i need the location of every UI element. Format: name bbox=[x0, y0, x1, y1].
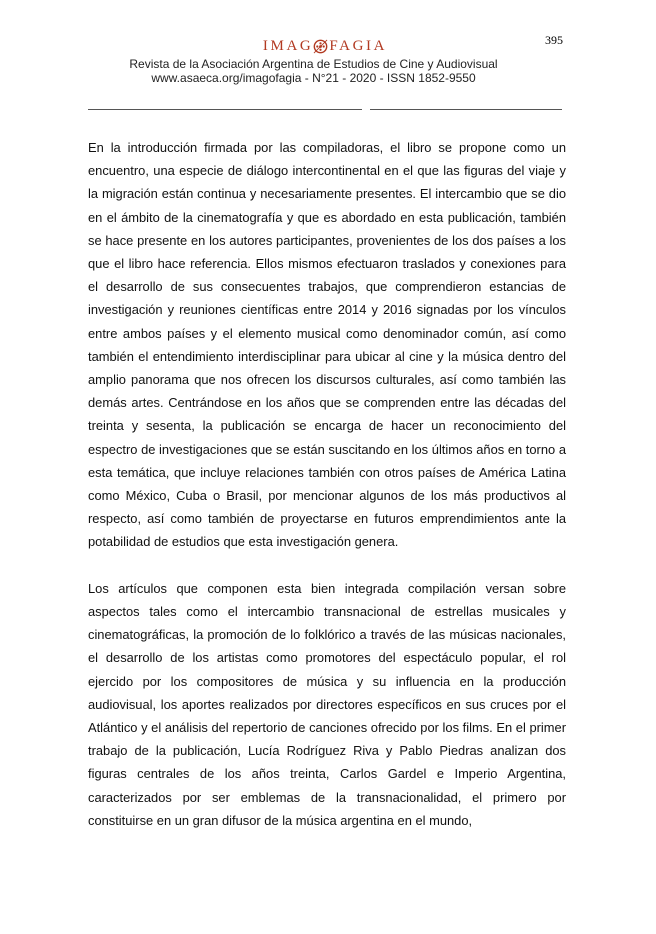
header-divider-left bbox=[88, 109, 362, 110]
journal-title bbox=[263, 36, 387, 56]
journal-header bbox=[0, 36, 656, 85]
journal-title-prefix: IMAG bbox=[262, 38, 314, 54]
body-paragraph: Los artículos que componen esta bien integrada compilación versan sobre aspectos tales como el intercambio transnacional de estrellas musicales y cinematográficas, la promoción de lo folklórico a través de las músicas nacionales, el desarrollo de los artistas como promotores del espectáculo popular, el rol ejercido por los compositores de música y su influencia en la producción audiovisual, los aportes realizados por directores específicos en sus cruces por el Atlántico y el análisis del repertorio de canciones ofrecido por los films. En el primer trabajo de la publicación, Lucía Rodríguez Riva y Pablo Piedras analizan dos figuras centrales de los años treinta, Carlos Gardel e Imperio Argentina, caracterizados por ser emblemas de la transnacionalidad, el primero por constituirse en un gran difusor de la música argentina en el mundo, bbox=[88, 580, 566, 828]
body-paragraph: En la introducción firmada por las compiladoras, el libro se propone como un encuentro, una especie de diálogo intercontinental en el que las figuras del viaje y la migración están continua y necesariamente presentes. El intercambio que se dio en el ámbito de la cinematografía y que es abordado en esta publicación, también se hace presente en los autores participantes, provenientes de los dos países a los que el libro hace referencia. Ellos mismos efectuaron traslados y conexiones para el desarrollo de sus consecuentes trabajos, que comprendieron estancias de investigación y reuniones científicas entre 2014 y 2016 signadas por los vínculos entre ambos países y el elemento musical como denominador común, así como también el entendimiento interdisciplinar para ubicar al cine y la música dentro del amplio panorama que nos ofrecen los discursos culturales, así como también las demás artes. Centrándose en los años que se comprenden entre las décadas del treinta y sesenta, la publicación se encarga de hacer un reconocimiento del espectro de investigaciones que se están suscitando en los últimos años en torno a esta temática, que incluye relaciones también con otros países de América Latina como México, Cuba o Brasil, por mencionar algunos de los más productivos al respecto, así como también de proyectarse en futuros emprendimientos ante la potabilidad de estudios que esta investigación genera. bbox=[88, 140, 566, 550]
article-body bbox=[88, 136, 566, 855]
journal-subtitle: Revista de la Asociación Argentina de Estudios de Cine y Audiovisual bbox=[129, 57, 498, 71]
header-divider-right bbox=[370, 109, 562, 110]
journal-title-suffix: FAGIA bbox=[329, 38, 388, 54]
journal-issue-info: www.asaeca.org/imagofagia - N°21 - 2020 - ISSN 1852-9550 bbox=[151, 71, 476, 85]
film-reel-o-icon bbox=[313, 39, 328, 54]
page-number: 395 bbox=[545, 33, 563, 47]
